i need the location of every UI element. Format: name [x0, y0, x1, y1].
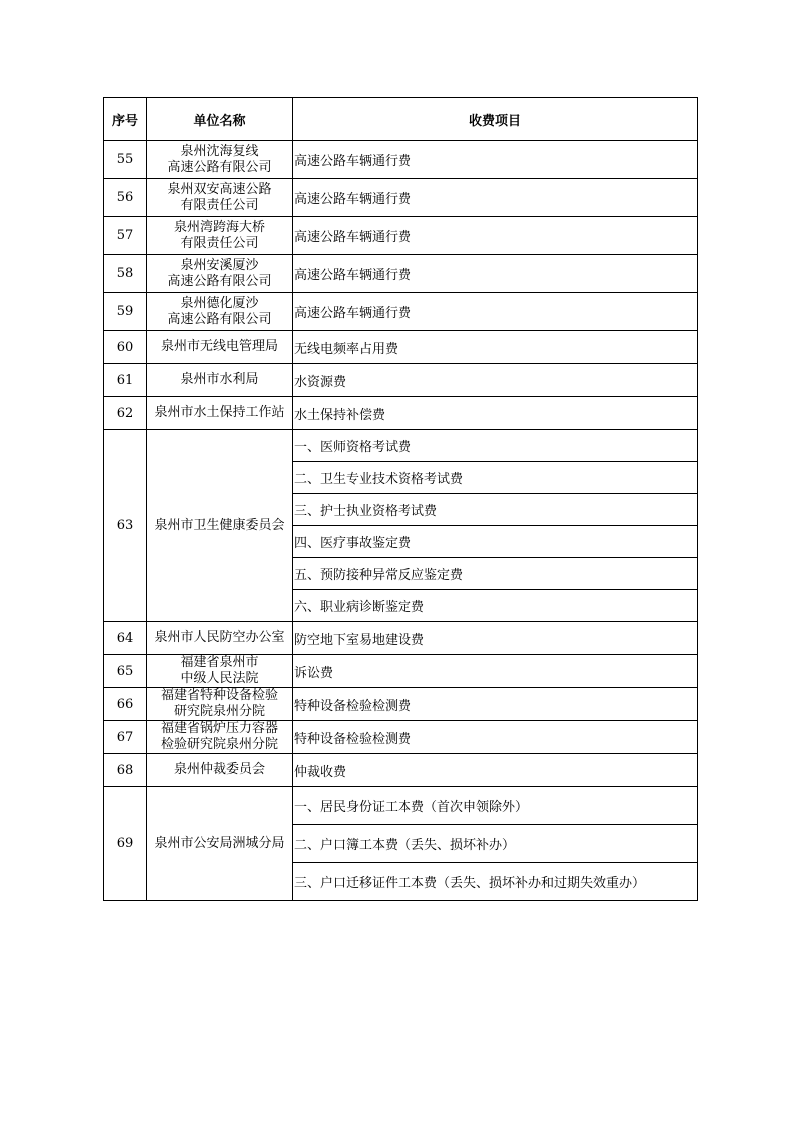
row-number: 68 — [104, 754, 147, 787]
row-number: 57 — [104, 217, 147, 255]
fee-item: 五、预防接种异常反应鉴定费 — [293, 558, 698, 590]
row-number: 67 — [104, 721, 147, 754]
unit-name: 泉州德化厦沙 高速公路有限公司 — [147, 293, 293, 331]
unit-name: 泉州安溪厦沙 高速公路有限公司 — [147, 255, 293, 293]
table-row — [104, 217, 698, 255]
fee-item: 一、居民身份证工本费（首次申领除外） — [293, 787, 698, 825]
table-row — [104, 655, 698, 688]
fee-item: 无线电频率占用费 — [293, 331, 698, 364]
fee-item: 仲裁收费 — [293, 754, 698, 787]
fee-item: 高速公路车辆通行费 — [293, 293, 698, 331]
fee-item: 三、护士执业资格考试费 — [293, 494, 698, 526]
row-number: 65 — [104, 655, 147, 688]
fee-item: 三、户口迁移证件工本费（丢失、损坏补办和过期失效重办） — [293, 863, 698, 901]
table-row — [104, 255, 698, 293]
table-row — [104, 688, 698, 721]
row-number: 66 — [104, 688, 147, 721]
fee-item: 诉讼费 — [293, 655, 698, 688]
fee-item: 高速公路车辆通行费 — [293, 179, 698, 217]
table-row — [104, 364, 698, 397]
fee-item: 高速公路车辆通行费 — [293, 141, 698, 179]
table-row — [104, 331, 698, 364]
fee-item: 六、职业病诊断鉴定费 — [293, 590, 698, 622]
fee-item: 四、医疗事故鉴定费 — [293, 526, 698, 558]
row-number: 55 — [104, 141, 147, 179]
unit-name: 福建省泉州市 中级人民法院 — [147, 655, 293, 688]
table-row — [104, 397, 698, 430]
row-number: 61 — [104, 364, 147, 397]
fee-item: 特种设备检验检测费 — [293, 688, 698, 721]
unit-name: 福建省锅炉压力容器 检验研究院泉州分院 — [147, 721, 293, 754]
table-row — [104, 179, 698, 217]
unit-name: 泉州市人民防空办公室 — [147, 622, 293, 655]
header-no: 序号 — [104, 98, 147, 141]
fee-item: 高速公路车辆通行费 — [293, 217, 698, 255]
row-number: 59 — [104, 293, 147, 331]
header-items: 收费项目 — [293, 98, 698, 141]
table-row — [104, 787, 698, 825]
table-row — [104, 141, 698, 179]
fee-item: 水资源费 — [293, 364, 698, 397]
row-number: 62 — [104, 397, 147, 430]
fee-item: 二、卫生专业技术资格考试费 — [293, 462, 698, 494]
row-number: 56 — [104, 179, 147, 217]
header-unit: 单位名称 — [147, 98, 293, 141]
unit-name: 泉州仲裁委员会 — [147, 754, 293, 787]
unit-name: 福建省特种设备检验 研究院泉州分院 — [147, 688, 293, 721]
fee-item: 高速公路车辆通行费 — [293, 255, 698, 293]
unit-name: 泉州市公安局洲城分局 — [147, 787, 293, 901]
table-row — [104, 293, 698, 331]
row-number: 63 — [104, 430, 147, 622]
fee-item: 水土保持补偿费 — [293, 397, 698, 430]
unit-name: 泉州双安高速公路 有限责任公司 — [147, 179, 293, 217]
table-row — [104, 622, 698, 655]
unit-name: 泉州市水土保持工作站 — [147, 397, 293, 430]
row-number: 64 — [104, 622, 147, 655]
header-row — [104, 98, 698, 141]
unit-name: 泉州湾跨海大桥 有限责任公司 — [147, 217, 293, 255]
unit-name: 泉州沈海复线 高速公路有限公司 — [147, 141, 293, 179]
row-number: 60 — [104, 331, 147, 364]
row-number: 69 — [104, 787, 147, 901]
unit-name: 泉州市卫生健康委员会 — [147, 430, 293, 622]
fee-item: 特种设备检验检测费 — [293, 721, 698, 754]
fee-item: 二、户口簿工本费（丢失、损坏补办） — [293, 825, 698, 863]
table-row — [104, 430, 698, 462]
table-row — [104, 721, 698, 754]
table-row — [104, 754, 698, 787]
row-number: 58 — [104, 255, 147, 293]
fee-table — [103, 97, 698, 901]
unit-name: 泉州市无线电管理局 — [147, 331, 293, 364]
fee-item: 一、医师资格考试费 — [293, 430, 698, 462]
fee-item: 防空地下室易地建设费 — [293, 622, 698, 655]
unit-name: 泉州市水利局 — [147, 364, 293, 397]
